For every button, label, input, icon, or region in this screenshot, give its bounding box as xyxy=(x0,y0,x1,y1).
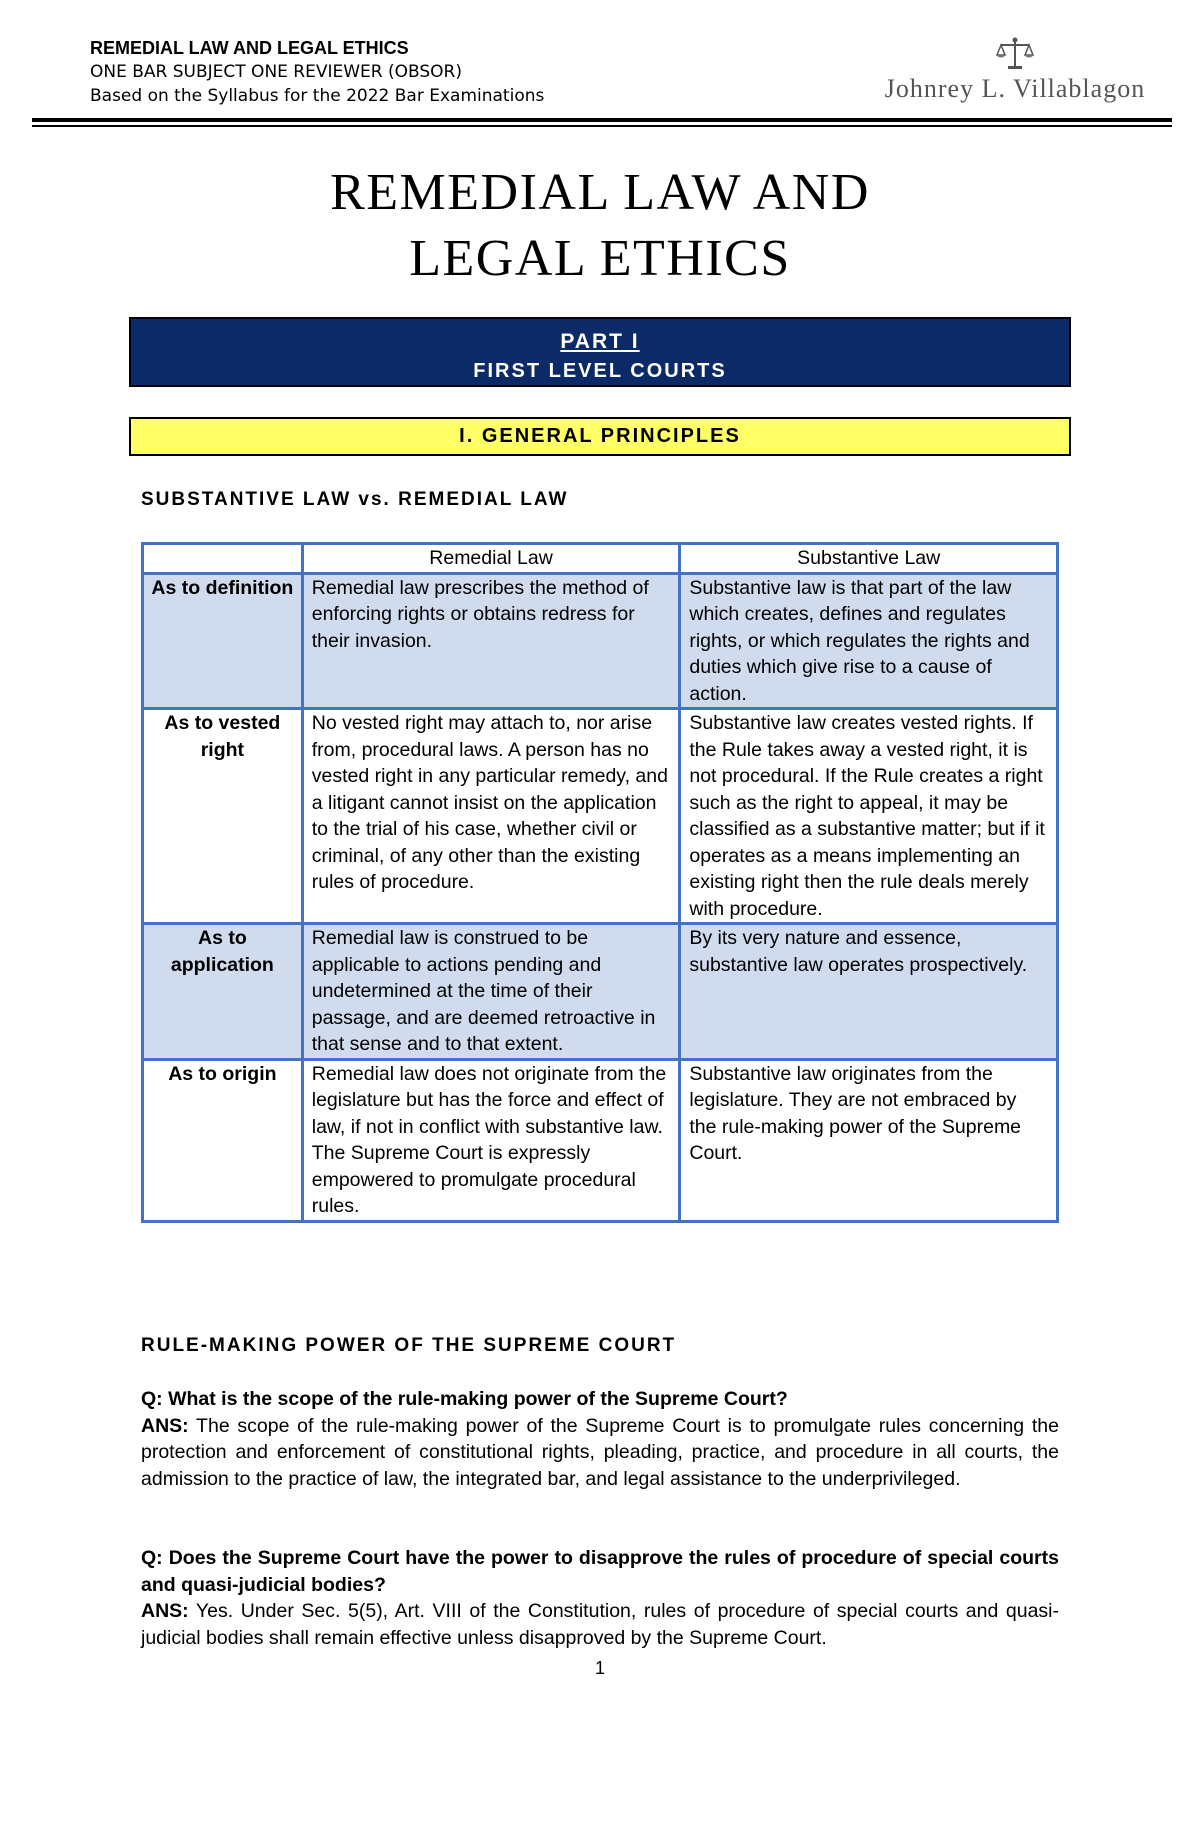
header-subject: REMEDIAL LAW AND LEGAL ETHICS xyxy=(90,38,409,58)
substantive-cell: Substantive law is that part of the law which creates, defines and regulates rights, or which regulates the rights and duties which give rise to a cause of action. xyxy=(680,573,1058,709)
column-header xyxy=(143,544,303,574)
title-line-2: LEGAL ETHICS xyxy=(409,230,791,287)
question: Q: Does the Supreme Court have the power to disapprove the rules of procedure of special courts and quasi-judicial bodies? xyxy=(141,1547,1059,1596)
row-label: As to definition xyxy=(143,573,303,709)
answer-label: ANS: xyxy=(141,1414,189,1437)
substantive-cell: Substantive law creates vested rights. If the Rule takes away a vested right, it is not procedural. If the Rule creates a right such as the right to appeal, it may be classified as a substantive matter; but if it operates as a means implementing an existing right then the rule deals merely with procedure. xyxy=(680,709,1058,924)
part-subtitle: FIRST LEVEL COURTS xyxy=(473,360,727,382)
header-rule-top xyxy=(32,118,1172,122)
table-row xyxy=(143,924,1058,1060)
column-header: Substantive Law xyxy=(680,544,1058,574)
answer-text: Yes. Under Sec. 5(5), Art. VIII of the Constitution, rules of procedure of special courts and quasi-judicial bodies shall remain effective unless disapproved by the Supreme Court. xyxy=(141,1600,1059,1649)
header-rule-bottom xyxy=(32,125,1172,127)
answer-label: ANS: xyxy=(141,1600,189,1622)
part-banner xyxy=(129,317,1071,387)
comparison-heading: SUBSTANTIVE LAW vs. REMEDIAL LAW xyxy=(141,489,569,510)
qa-block xyxy=(141,1545,1059,1651)
document-title xyxy=(0,160,1200,292)
question: Q: What is the scope of the rule-making power of the Supreme Court? xyxy=(141,1388,788,1410)
qa-block xyxy=(141,1386,1059,1492)
answer xyxy=(141,1413,1059,1493)
table-header-row xyxy=(143,544,1058,574)
page-header xyxy=(90,36,1170,116)
table-row xyxy=(143,573,1058,709)
row-label: As to vested right xyxy=(143,709,303,924)
remedial-cell: Remedial law does not originate from the legislature but has the force and effect of law, if not in conflict with substantive law. The Supreme Court is expressly empowered to promulgate procedural rules. xyxy=(302,1059,680,1221)
column-header: Remedial Law xyxy=(302,544,680,574)
remedial-cell: No vested right may attach to, nor arise from, procedural laws. A person has no vested right in any particular remedy, and a litigant cannot insist on the application to the trial of his case, whether civil or criminal, of any other than the existing rules of procedure. xyxy=(302,709,680,924)
title-line-1: REMEDIAL LAW AND xyxy=(330,164,870,221)
answer-text: The scope of the rule-making power of the Supreme Court is to promulgate rules concerning the protection and enforcement of constitutional rights, pleading, practice, and procedure in all courts, the admission to the practice of law, the integrated bar, and legal assistance to the underprivileged. xyxy=(141,1414,1059,1490)
rule-making-heading: RULE-MAKING POWER OF THE SUPREME COURT xyxy=(141,1335,677,1356)
row-label: As to application xyxy=(143,924,303,1060)
table-row xyxy=(143,709,1058,924)
table-row xyxy=(143,1059,1058,1221)
page-number: 1 xyxy=(594,1658,605,1678)
part-label: PART I xyxy=(560,330,640,353)
substantive-cell: Substantive law originates from the legislature. They are not embraced by the rule-making power of the Supreme Court. xyxy=(680,1059,1058,1221)
scales-of-justice-icon xyxy=(995,36,1035,72)
author-logo xyxy=(860,36,1170,108)
answer xyxy=(141,1598,1059,1651)
substantive-cell: By its very nature and essence, substantive law operates prospectively. xyxy=(680,924,1058,1060)
remedial-cell: Remedial law is construed to be applicable to actions pending and undetermined at the time of their passage, and are deemed retroactive in that sense and to that extent. xyxy=(302,924,680,1060)
header-syllabus: Based on the Syllabus for the 2022 Bar Examinations xyxy=(90,86,545,106)
header-reviewer: ONE BAR SUBJECT ONE REVIEWER (OBSOR) xyxy=(90,62,462,82)
remedial-cell: Remedial law prescribes the method of enforcing rights or obtains redress for their invasion. xyxy=(302,573,680,709)
author-name: Johnrey L. Villablagon xyxy=(884,74,1146,103)
comparison-table xyxy=(141,542,1059,1223)
section-banner: I. GENERAL PRINCIPLES xyxy=(129,417,1071,456)
row-label: As to origin xyxy=(143,1059,303,1221)
